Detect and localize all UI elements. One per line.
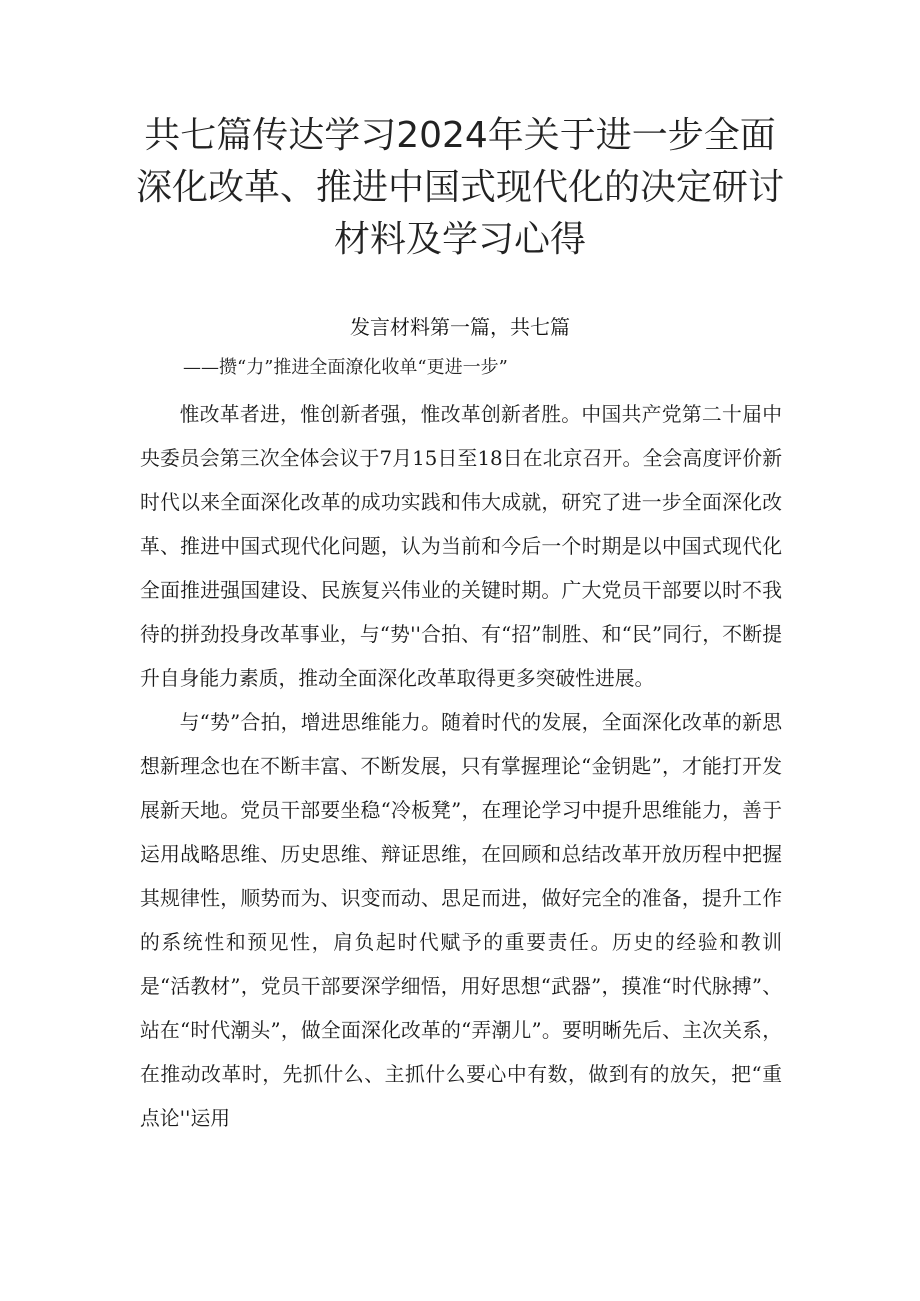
paragraph-1: 惟改革者进，惟创新者强，惟改革创新者胜。中国共产党第二十届中央委员会第三次全体会议于7月15日至18日在北京召开。全会高度评价新时代以来全面深化改革的成功实践和伟大成就，研究了进一步全面深化改革、推进中国式现代化问题，认为当前和今后一个时期是以中国式现代化全面推进强国建设、民族复兴伟业的关键时期。广大党员干部要以时不我待的拼劲投身改革事业，与“势''合拍、有“招”制胜、和“民”同行，不断提升自身能力素质，推动全面深化改革取得更多突破性进展。 <box>140 403 782 690</box>
paragraph-2: 与“势”合拍，增进思维能力。随着时代的发展，全面深化改革的新思想新理念也在不断丰富、不断发展，只有掌握理论“金钥匙”，才能打开发展新天地。党员干部要坐稳“冷板凳”，在理论学习中提升思维能力，善于运用战略思维、历史思维、辩证思维，在回顾和总结改革开放历程中把握其规律性，顺势而为、识变而动、思足而进，做好完全的准备，提升工作的系统性和预见性，肩负起时代赋予的重要责任。历史的经验和教训是“活教材”，党员干部要深学细悟，用好思想“武器”，摸准“时代脉搏”、站在“时代潮头”，做全面深化改革的“弄潮儿”。要明晰先后、主次关系，在推动改革时，先抓什么、主抓什么要心中有数，做到有的放矢，把“重点论''运用 <box>140 711 782 1130</box>
section-subtitle: ——攒“力”推进全面潦化收单“更进一步” <box>183 357 508 378</box>
body-text <box>140 393 782 1141</box>
document-title: 共七篇传达学习2024年关于进一步全面深化改革、推进中国式现代化的决定研讨材料及学习心得 <box>135 115 784 260</box>
section-heading: 发言材料第一篇，共七篇 <box>350 315 570 339</box>
